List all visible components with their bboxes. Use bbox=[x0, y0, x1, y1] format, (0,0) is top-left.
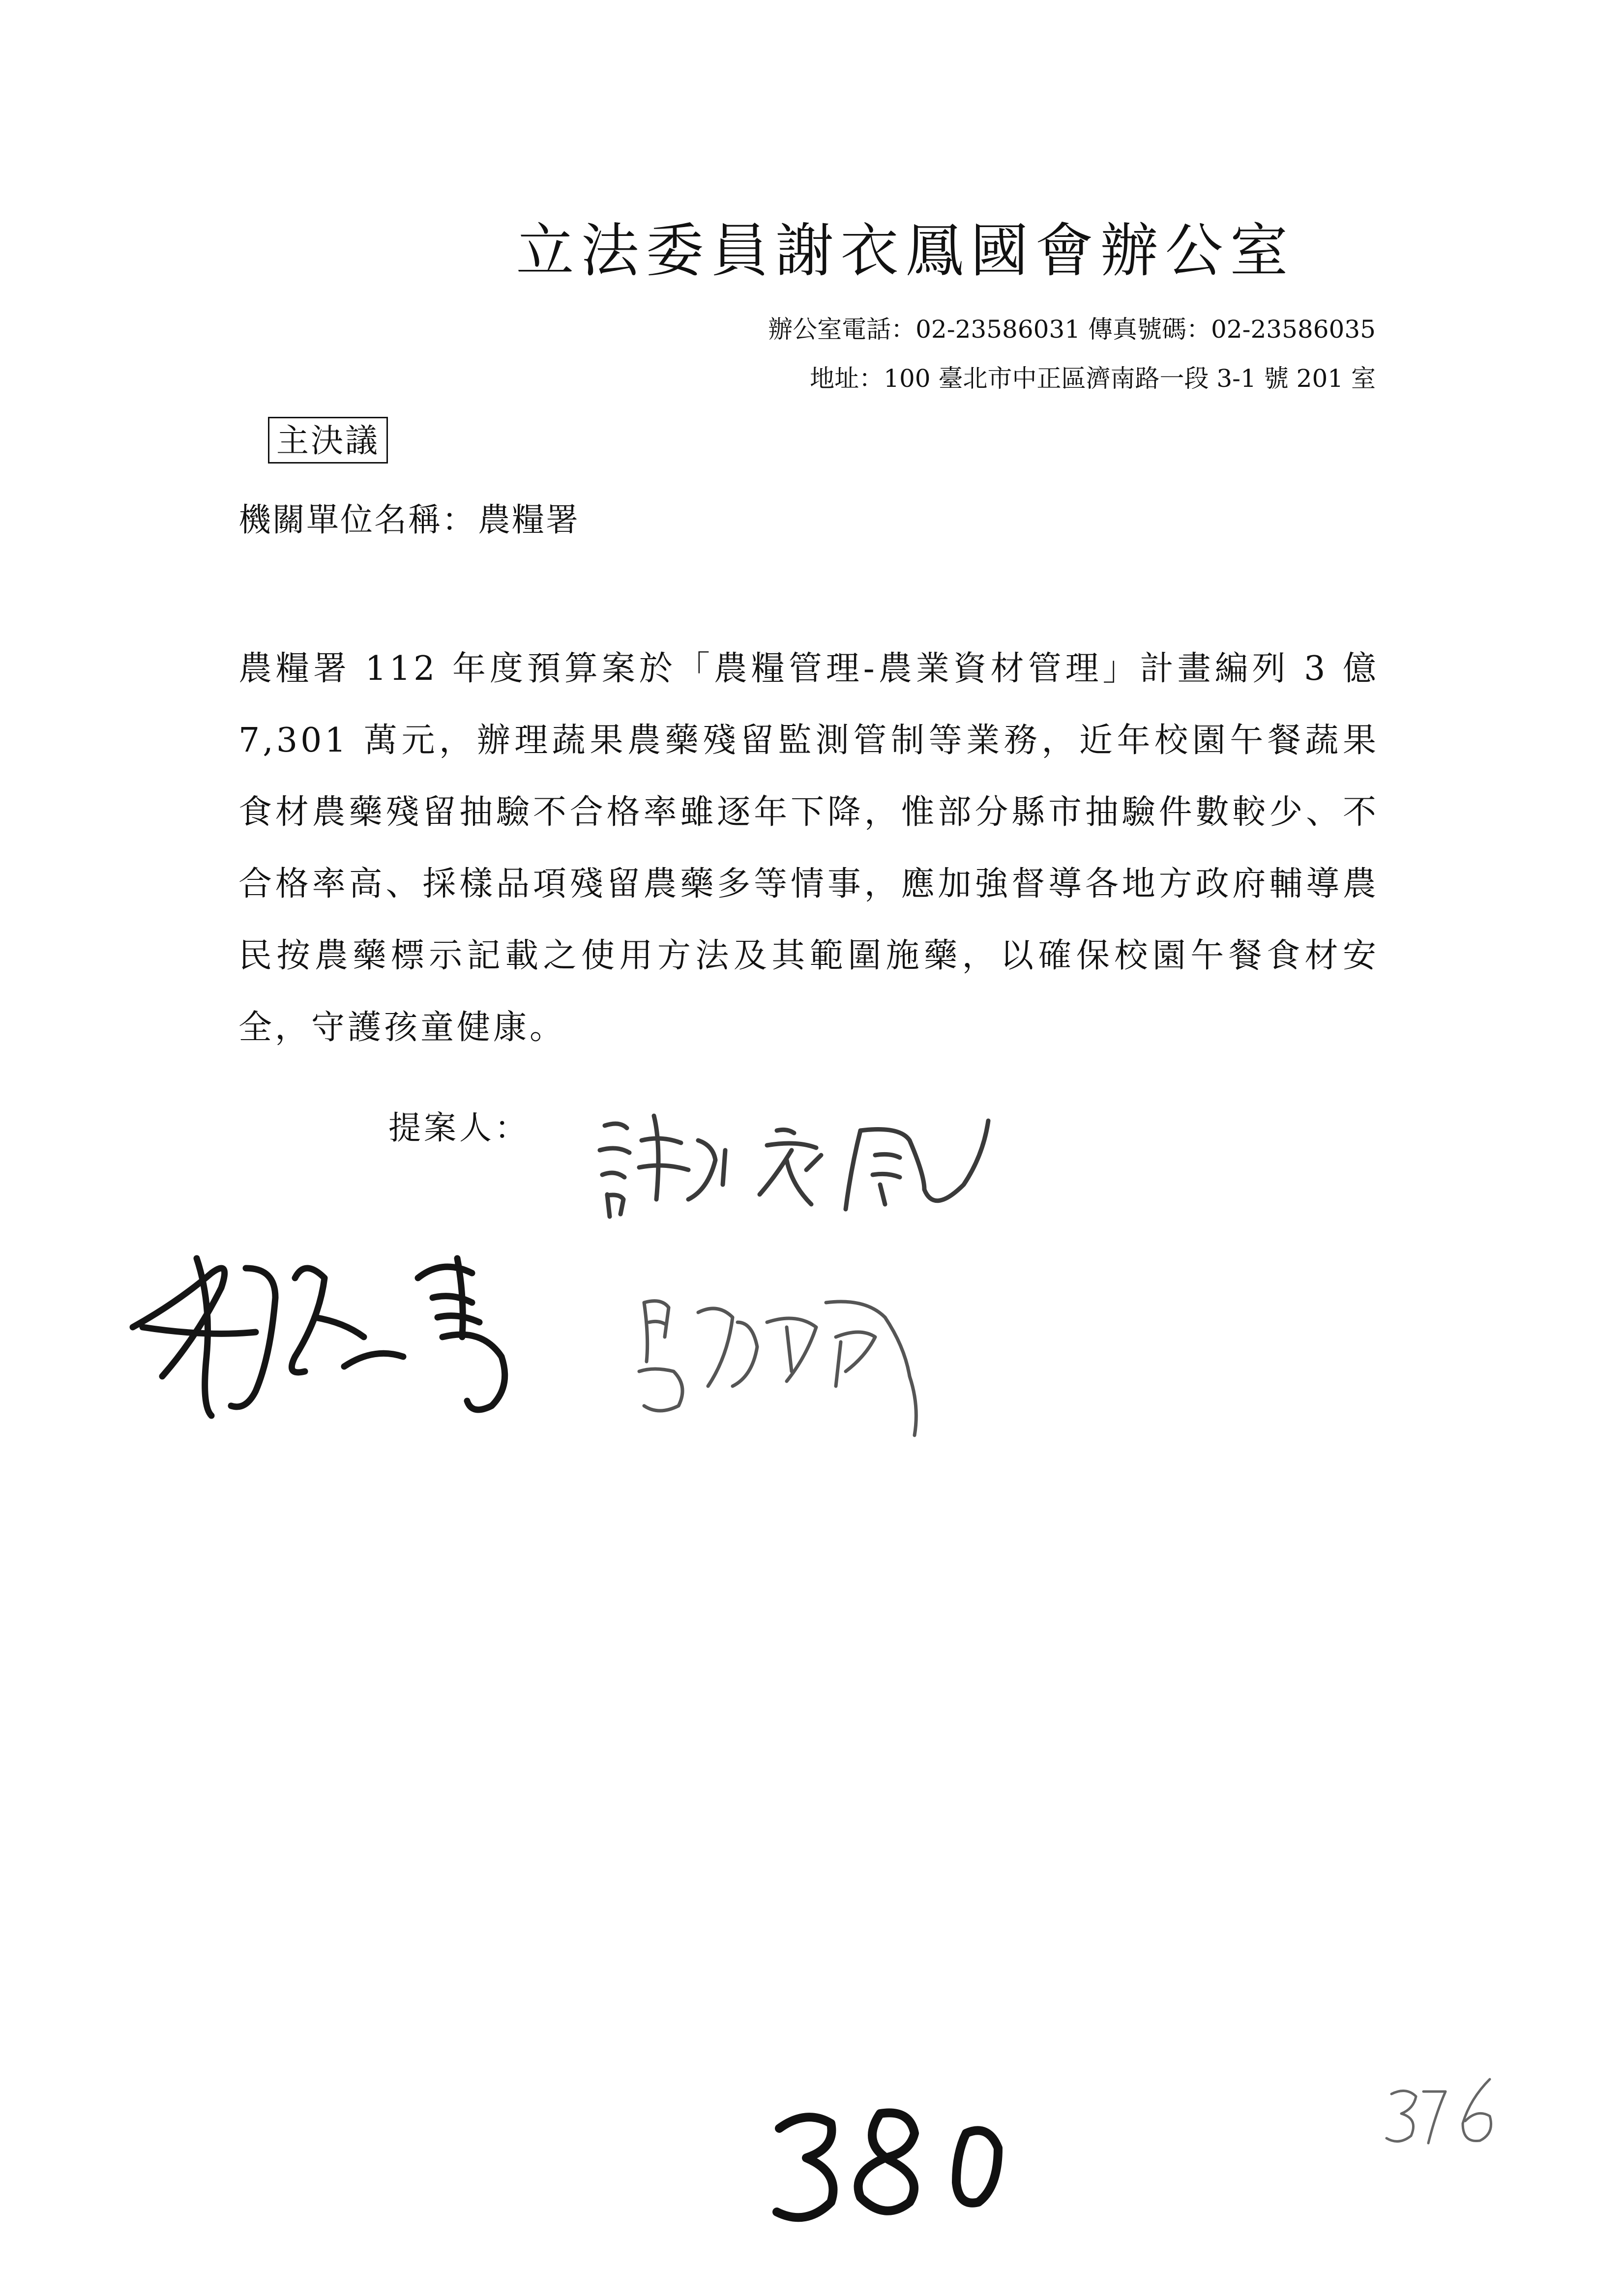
pencil-page-number bbox=[1387, 2079, 1491, 2143]
office-phone-fax: 辦公室電話：02-23586031 傳真號碼：02-23586035 bbox=[768, 315, 1376, 344]
agency-value: 農糧署 bbox=[478, 501, 580, 539]
motion-body: 農糧署 112 年度預算案於「農糧管理-農業資材管理」計畫編列 3 億 7,301 萬元，辦理蔬果農藥殘留監測管制等業務，近年校園午餐蔬果食材農藥殘留抽驗不合格率雖逐年下降，惟部分縣市抽驗件數較少、不合格率高、採樣品項殘留農藥多等情事，應加強督導各地方政府輔導農民按農藥標示記載之使用方法及其範圍施藥，以確保校園午餐食材安全，守護孩童健康。 bbox=[238, 649, 1379, 1047]
office-address: 地址：100 臺北市中正區濟南路一段 3-1 號 201 室 bbox=[810, 364, 1376, 393]
agency-line bbox=[238, 500, 580, 539]
motion-type-badge: 主決議 bbox=[268, 417, 388, 464]
office-title: 立法委員謝衣鳳國會辦公室 bbox=[516, 217, 1295, 285]
signature-2 bbox=[133, 1258, 505, 1416]
signature-1 bbox=[600, 1116, 988, 1217]
signature-3 bbox=[639, 1301, 916, 1435]
stamped-page-number bbox=[777, 2113, 998, 2217]
agency-label: 機關單位名稱： bbox=[238, 501, 476, 539]
proposer-label: 提案人： bbox=[388, 1109, 530, 1147]
